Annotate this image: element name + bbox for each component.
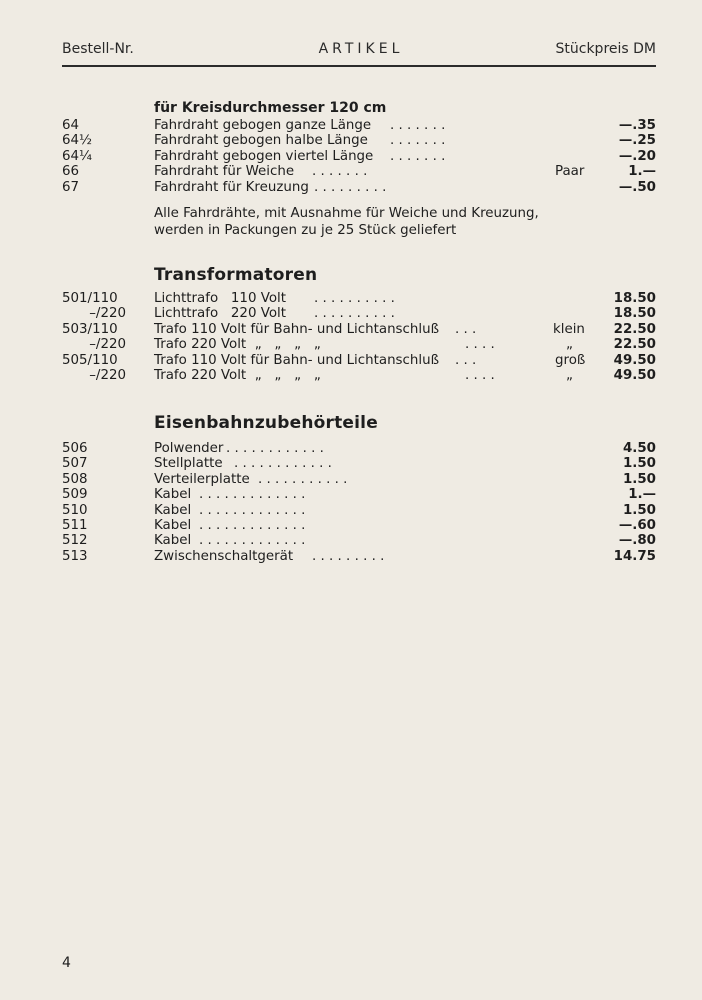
header-unit-price: Stückpreis DM: [555, 41, 656, 57]
article-name: Fahrdraht für Weiche: [154, 164, 295, 180]
unit-price: —.80: [618, 533, 656, 549]
unit-price: 4.50: [622, 441, 656, 456]
table-row: [0, 180, 702, 195]
unit-price: 1.50: [622, 471, 656, 487]
delivery-note-line-1: Alle Fahrdrähte, mit Ausnahme für Weiche und Kreuzung,: [154, 206, 539, 221]
table-row: [0, 549, 702, 564]
unit-label: „: [566, 367, 573, 383]
order-number: –/220: [89, 367, 126, 383]
section-title-eisenbahnzubehoerteile: Eisenbahnzubehörteile: [154, 413, 378, 433]
table-row: [0, 322, 702, 337]
table-row: [0, 353, 702, 368]
order-number: 507: [62, 456, 88, 472]
leader-dots: . . . .: [465, 337, 495, 353]
order-number: 503/110: [62, 321, 118, 337]
article-name: Polwender: [154, 441, 224, 456]
unit-price: 14.75: [613, 548, 656, 564]
table-row: [0, 487, 702, 502]
table-row: [0, 533, 702, 548]
leader-dots: . . . . . . . . . . . . .: [199, 533, 306, 549]
header-rule: [62, 65, 656, 67]
article-name: Trafo 110 Volt für Bahn- und Lichtanschluß: [154, 321, 440, 337]
section-title-kreisdurchmesser: für Kreisdurchmesser 120 cm: [154, 100, 387, 116]
unit-price: 1.—: [628, 164, 656, 180]
unit-price: —.20: [618, 148, 656, 164]
leader-dots: . . . . . . . . . .: [314, 291, 395, 306]
order-number: 510: [62, 502, 88, 518]
unit-label: klein: [553, 321, 585, 337]
leader-dots: . . . . . . . . . . . . .: [199, 487, 306, 503]
table-row: [0, 503, 702, 518]
article-name: Kabel: [154, 487, 192, 503]
article-name: Fahrdraht gebogen ganze Länge: [154, 118, 372, 133]
order-number: 67: [62, 179, 80, 195]
order-number: 506: [62, 441, 88, 456]
leader-dots: . . .: [455, 321, 477, 337]
section-1-rows: [0, 118, 702, 195]
leader-dots: . . . . . . .: [312, 164, 368, 180]
unit-price: 22.50: [613, 337, 656, 353]
unit-price: 49.50: [613, 367, 656, 383]
order-number: 64¼: [62, 148, 93, 164]
table-row: [0, 472, 702, 487]
leader-dots: . . .: [455, 352, 477, 368]
unit-price: —.35: [618, 118, 656, 133]
article-name: Trafo 220 Volt „ „ „ „: [154, 367, 321, 383]
table-row: [0, 441, 702, 456]
unit-price: —.50: [618, 179, 656, 195]
leader-dots: . . . . . . . . . . . . .: [199, 502, 306, 518]
table-row: [0, 456, 702, 471]
article-name: Trafo 110 Volt für Bahn- und Lichtanschluß: [154, 352, 440, 368]
leader-dots: . . . . . . .: [390, 133, 446, 149]
order-number: 511: [62, 517, 88, 533]
table-row: [0, 133, 702, 148]
delivery-note: [154, 205, 539, 239]
order-number: 505/110: [62, 352, 118, 368]
table-row: [0, 518, 702, 533]
leader-dots: . . . . . . . . . . . .: [226, 441, 324, 456]
section-title-transformatoren: Transformatoren: [154, 265, 318, 285]
leader-dots: . . . . . . . . .: [314, 179, 387, 195]
page-number: 4: [62, 955, 71, 971]
unit-price: 49.50: [613, 352, 656, 368]
delivery-note-line-2: werden in Packungen zu je 25 Stück geliefert: [154, 223, 457, 238]
article-name: Kabel: [154, 533, 192, 549]
table-row: [0, 306, 702, 321]
unit-price: —.25: [618, 133, 656, 149]
order-number: 512: [62, 533, 88, 549]
table-row: [0, 164, 702, 179]
unit-price: —.60: [618, 517, 656, 533]
order-number: –/220: [89, 337, 126, 353]
leader-dots: . . . . . . . . . . .: [258, 471, 348, 487]
order-number: 64: [62, 118, 80, 133]
article-name: Trafo 220 Volt „ „ „ „: [154, 337, 321, 353]
leader-dots: . . . . . . . . . . . .: [234, 456, 332, 472]
section-3-rows: [0, 441, 702, 564]
article-name: Lichttrafo 220 Volt: [154, 306, 287, 322]
article-name: Zwischenschaltgerät: [154, 548, 294, 564]
article-name: Fahrdraht gebogen halbe Länge: [154, 133, 368, 149]
article-name: Fahrdraht gebogen viertel Länge: [154, 148, 374, 164]
leader-dots: . . . . . . . . .: [312, 548, 385, 564]
order-number: –/220: [89, 306, 126, 322]
article-name: Kabel: [154, 502, 192, 518]
order-number: 66: [62, 164, 80, 180]
header-article: ARTIKEL: [318, 41, 404, 57]
table-row: [0, 291, 702, 306]
table-row: [0, 118, 702, 133]
article-name: Fahrdraht für Kreuzung: [154, 179, 309, 195]
leader-dots: . . . .: [465, 367, 495, 383]
leader-dots: . . . . . . .: [390, 148, 446, 164]
unit-price: 1.50: [622, 502, 656, 518]
order-number: 501/110: [62, 291, 118, 306]
order-number: 513: [62, 548, 88, 564]
article-name: Lichttrafo 110 Volt: [154, 291, 287, 306]
leader-dots: . . . . . . .: [390, 118, 446, 133]
unit-price: 22.50: [613, 321, 656, 337]
leader-dots: . . . . . . . . . .: [314, 306, 395, 322]
leader-dots: . . . . . . . . . . . . .: [199, 517, 306, 533]
order-number: 508: [62, 471, 88, 487]
article-name: Kabel: [154, 517, 192, 533]
order-number: 64½: [62, 133, 93, 149]
unit-label: „: [566, 337, 573, 353]
article-name: Verteilerplatte: [154, 471, 250, 487]
article-name: Stellplatte: [154, 456, 223, 472]
unit-label: Paar: [555, 164, 585, 180]
unit-price: 18.50: [613, 291, 656, 306]
unit-price: 18.50: [613, 306, 656, 322]
table-row: [0, 368, 702, 383]
table-row: [0, 149, 702, 164]
unit-label: groß: [555, 352, 586, 368]
section-2-rows: [0, 291, 702, 383]
header-order-number: Bestell-Nr.: [62, 41, 134, 57]
table-header: [62, 41, 656, 61]
unit-price: 1.50: [622, 456, 656, 472]
table-row: [0, 337, 702, 352]
unit-price: 1.—: [628, 487, 656, 503]
order-number: 509: [62, 487, 88, 503]
